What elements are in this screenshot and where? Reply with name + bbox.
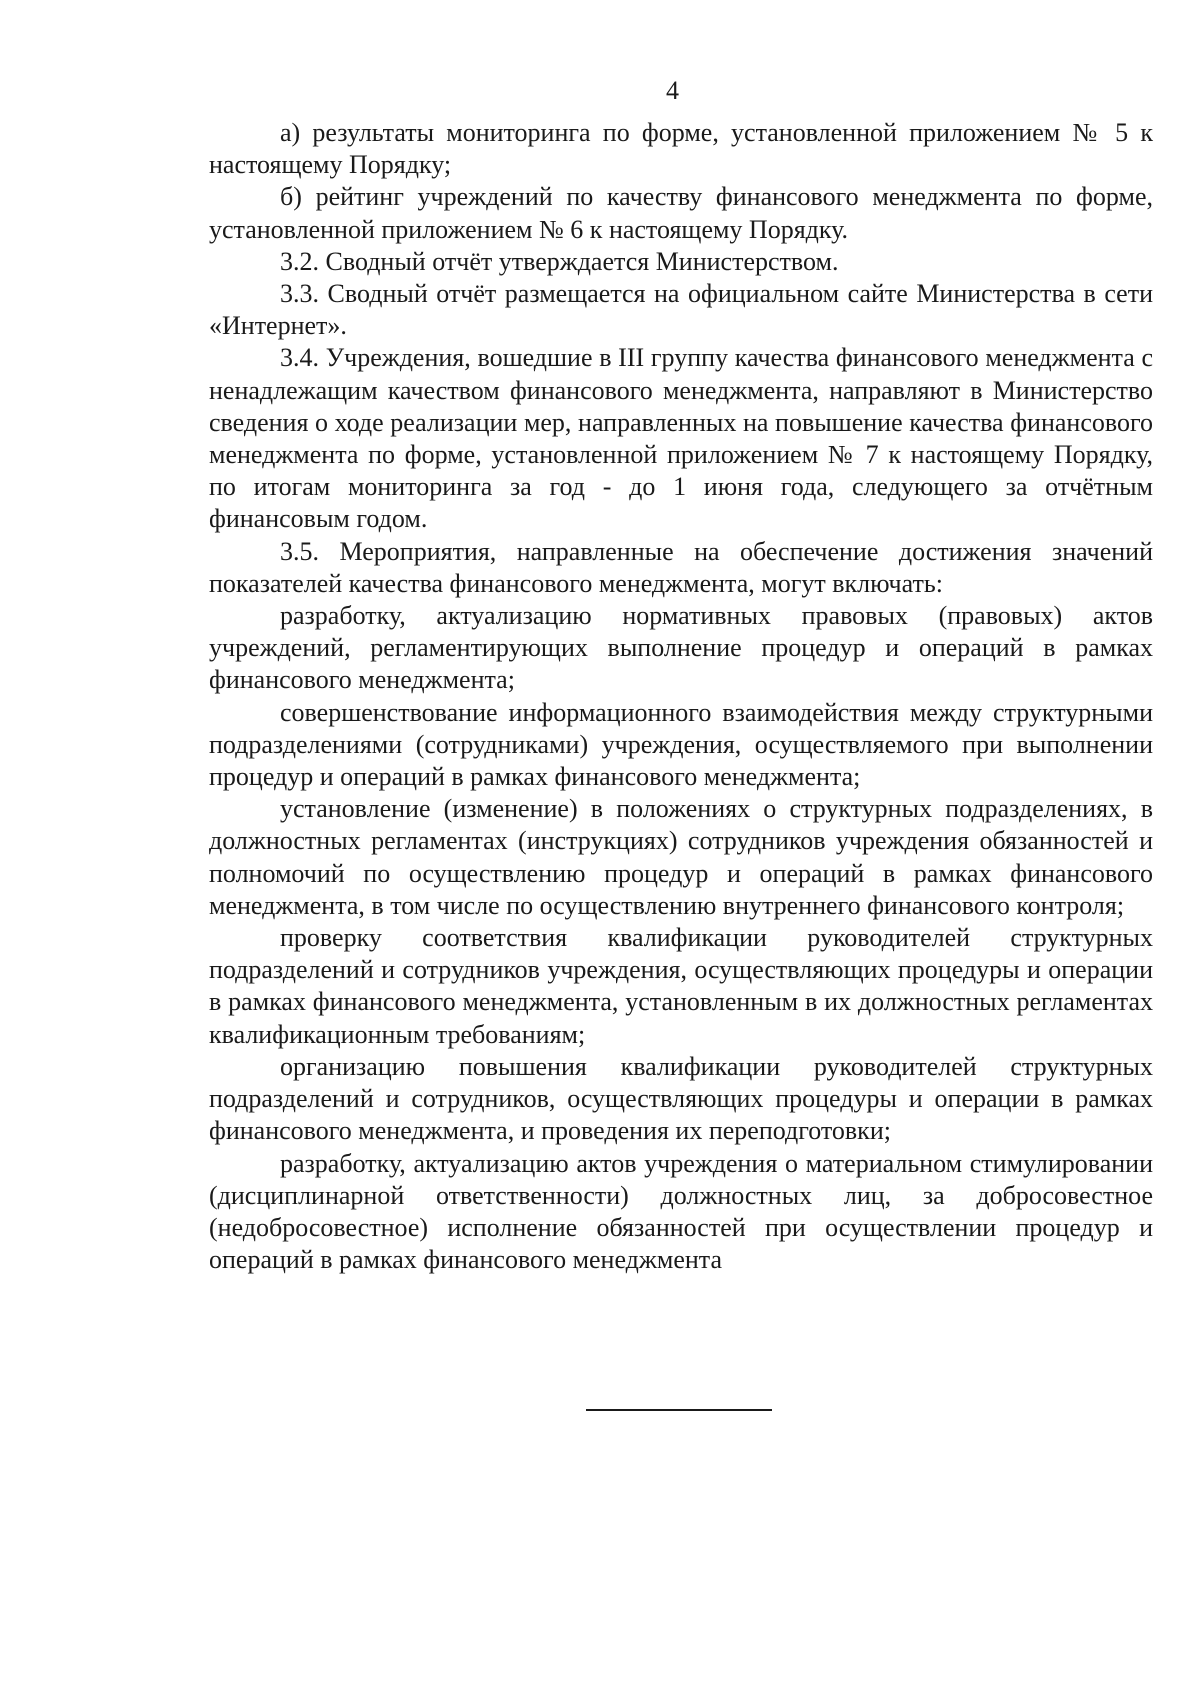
closing-divider [586, 1409, 772, 1411]
measure-item: установление (изменение) в положениях о структурных подразделениях, в должностных регламентах (инструкциях) сотрудников учреждения обязанностей и полномочий по осуществлению процедур и операций в рамках финансового менеджмента, в том числе по осуществлению внутреннего финансового контроля; [209, 794, 1153, 920]
measure-item: разработку, актуализацию актов учреждения о материальном стимулировании (дисциплинарной ответственности) должностных лиц, за добросовестное (недобросовестное) исполнение обязанностей при осуществлении процедур и операций в рамках финансового менеджмента [209, 1148, 1153, 1275]
paragraph-3-2: 3.2. Сводный отчёт утверждается Министерством. [280, 246, 839, 276]
page-number: 4 [666, 76, 679, 105]
paragraph-a: а) результаты мониторинга по форме, установленной приложением № 5 к настоящему Порядку; [209, 118, 1153, 180]
paragraph-3-4: 3.4. Учреждения, вошедшие в III группу качества финансового менеджмента с ненадлежащим качеством финансового менеджмента, направляют в Министерство сведения о ходе реализации мер, направленных на повышение качества финансового менеджмента по форме, установленной приложением № 7 к настоящему Порядку, по итогам мониторинга за год - до 1 июня года, следующего за отчётным финансовым годом. [209, 343, 1153, 534]
paragraph-3-5: 3.5. Мероприятия, направленные на обеспечение достижения значений показателей качества финансового менеджмента, могут включать: [209, 536, 1153, 598]
measure-item: организацию повышения квалификации руководителей структурных подразделений и сотрудников, осуществляющих процедуры и операции в рамках финансового менеджмента, и проведения их переподготовки; [209, 1051, 1153, 1146]
document-body [209, 117, 1153, 1276]
measure-item: совершенствование информационного взаимодействия между структурными подразделениями (сотрудниками) учреждения, осуществляемого при выполнении процедур и операций в рамках финансового менеджмента; [209, 697, 1153, 792]
paragraph-b: б) рейтинг учреждений по качеству финансового менеджмента по форме, установленной приложением № 6 к настоящему Порядку. [209, 182, 1153, 244]
measure-item: разработку, актуализацию нормативных правовых (правовых) актов учреждений, регламентирующих выполнение процедур и операций в рамках финансового менеджмента; [209, 601, 1153, 695]
measure-item: проверку соответствия квалификации руководителей структурных подразделений и сотрудников учреждения, осуществляющих процедуры и операции в рамках финансового менеджмента, установленным в их должностных регламентах квалификационным требованиям; [209, 923, 1153, 1049]
paragraph-3-3: 3.3. Сводный отчёт размещается на официальном сайте Министерства в сети «Интернет». [209, 279, 1153, 341]
